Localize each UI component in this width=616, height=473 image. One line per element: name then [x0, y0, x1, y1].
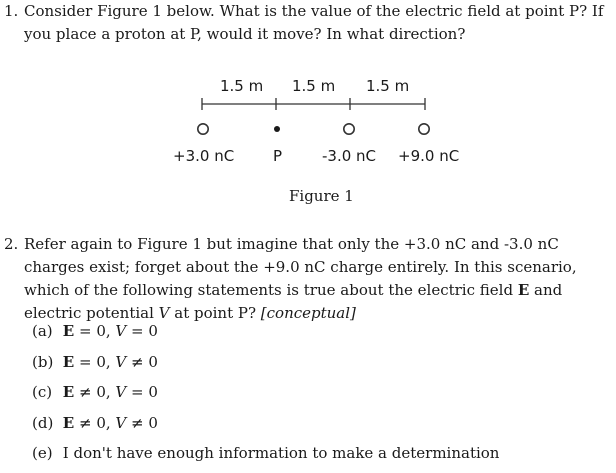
question-1-text: Consider Figure 1 below. What is the value of the electric field at point P? If you place a proton at P, would it move? In what direction? [24, 2, 604, 43]
choice-v-symbol: V [115, 413, 127, 432]
charge-plus-3-marker [198, 124, 208, 134]
charge-label-plus-9: +9.0 nC [398, 147, 460, 165]
choice-e-symbol: E [62, 383, 75, 401]
choice-letter: (b) [32, 352, 54, 371]
question-2-text-end: at point P? [169, 304, 261, 322]
figure-caption: Figure 1 [289, 187, 354, 205]
electric-potential-symbol: V [158, 304, 170, 322]
choice-part: ≠ 0, [74, 413, 116, 432]
charge-plus-9-marker [419, 124, 429, 134]
choice-part: ≠ 0 [126, 352, 158, 371]
figure-1-diagram [0, 0, 616, 200]
choice-letter: (a) [32, 322, 53, 340]
charge-label-minus-3: -3.0 nC [322, 147, 377, 165]
choice-e-symbol: E [62, 322, 75, 340]
choice-part: ≠ 0, [74, 383, 116, 401]
answer-choices [32, 320, 499, 473]
charge-label-plus-3: +3.0 nC [173, 147, 235, 165]
choice-part: ≠ 0 [126, 413, 158, 432]
dimension-line [202, 98, 425, 110]
choice-letter: (e) [32, 444, 53, 462]
choice-c[interactable] [32, 381, 499, 412]
choice-text: I don't have enough information to make a determination [62, 444, 500, 462]
choice-a[interactable] [32, 320, 499, 351]
choice-part: = 0, [74, 322, 116, 340]
distance-label-3: 1.5 m [366, 77, 410, 95]
point-p-label: P [273, 147, 283, 165]
distance-label-2: 1.5 m [292, 77, 336, 95]
conceptual-tag: [conceptual] [260, 304, 356, 322]
choice-b[interactable] [32, 351, 499, 382]
choice-e-symbol: E [62, 413, 75, 432]
choice-part: = 0 [126, 322, 158, 340]
choice-letter: (c) [32, 383, 53, 401]
choice-letter: (d) [32, 413, 54, 432]
choice-v-symbol: V [115, 352, 127, 371]
distance-label-1: 1.5 m [220, 77, 264, 95]
choice-e-symbol: E [62, 352, 75, 371]
choice-v-symbol: V [115, 383, 127, 401]
choice-d[interactable] [32, 412, 499, 443]
question-2-text-mid: and electric potential [24, 281, 563, 322]
question-2-number: 2. [4, 235, 19, 253]
question-2-text [24, 233, 610, 325]
electric-field-symbol: E [517, 281, 530, 299]
point-p-marker [274, 126, 280, 132]
question-2-text-start: Refer again to Figure 1 but imagine that only the +3.0 nC and -3.0 nC charges exist; forget about the +9.0 nC charge entirely. In this scenario, which of the following statements is true about the electric field [24, 235, 577, 299]
choice-part: = 0 [126, 383, 158, 401]
charge-minus-3-marker [344, 124, 354, 134]
question-1-number: 1. [4, 2, 19, 20]
choice-part: = 0, [74, 352, 116, 371]
choice-v-symbol: V [115, 322, 127, 340]
